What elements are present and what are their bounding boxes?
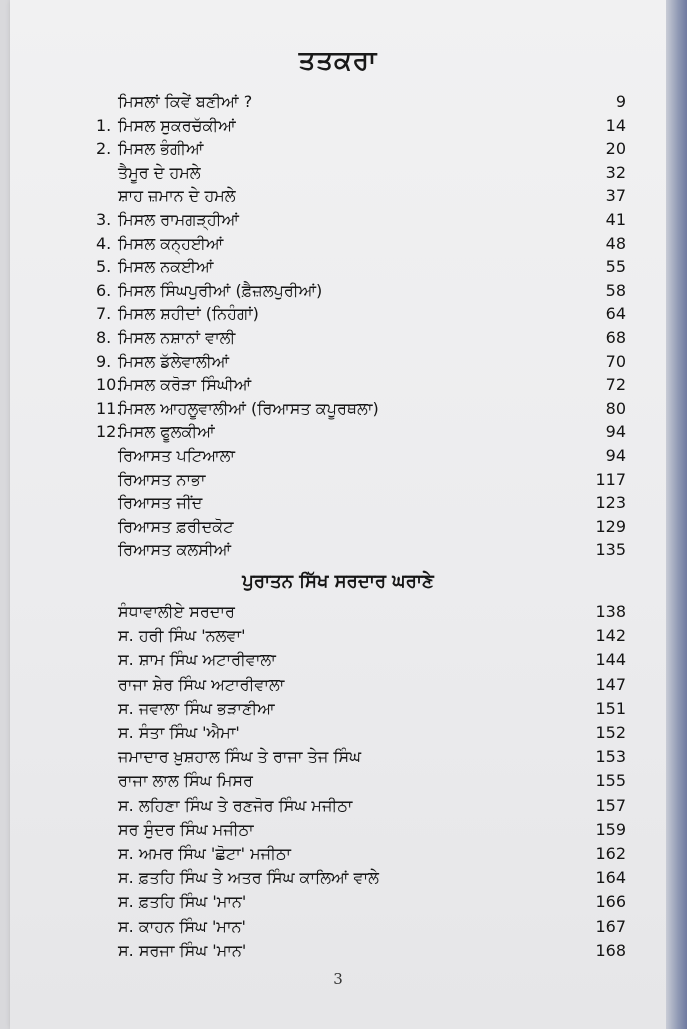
toc-entry-number: 5. xyxy=(96,257,112,277)
toc-entry xyxy=(10,114,666,138)
toc-entry xyxy=(10,600,666,624)
toc-entry xyxy=(10,939,666,963)
toc-entry-number: 4. xyxy=(96,233,112,253)
toc-entry-number: 10. xyxy=(96,375,122,395)
toc-entry-page: 58 xyxy=(605,280,626,300)
book-page xyxy=(10,0,666,1029)
toc-entry-title: ਮਿਸਲ ਸ਼ਹੀਦਾਂ (ਨਿਹੰਗਾਂ) xyxy=(118,304,259,324)
toc-entry-title: ਸ. ਸਰਜਾ ਸਿੰਘ 'ਮਾਨ' xyxy=(118,940,247,960)
toc-entry xyxy=(10,255,666,279)
toc-entry-title: ਮਿਸਲ ਸਿੰਘਪੁਰੀਆਂ (ਫ਼ੈਜ਼ਲਪੁਰੀਆਂ) xyxy=(118,280,323,300)
toc-entry-page: 144 xyxy=(595,650,626,670)
toc-entry-page: 167 xyxy=(595,916,626,936)
toc-entry-page: 168 xyxy=(595,940,626,960)
toc-entry-number: 11. xyxy=(96,398,122,418)
toc-entry-title: ਮਿਸਲ ਨਸ਼ਾਨਾਂ ਵਾਲੀ xyxy=(118,328,236,347)
toc-entry-page: 151 xyxy=(595,698,626,718)
toc-entry-number: 12. xyxy=(96,422,122,442)
toc-entry-page: 14 xyxy=(605,115,626,135)
toc-entry-page: 135 xyxy=(595,540,626,560)
toc-entry-title: ਸ. ਸ਼ਾਮ ਸਿੰਘ ਅਟਾਰੀਵਾਲਾ xyxy=(118,650,276,670)
toc-entry-number: 1. xyxy=(96,115,112,135)
toc-entry-page: 157 xyxy=(595,795,626,815)
toc-entry xyxy=(10,232,666,256)
toc-entry-title: ਰਿਆਸਤ ਪਟਿਆਲਾ xyxy=(118,446,235,465)
toc-entry xyxy=(10,208,666,232)
toc-entry-page: 123 xyxy=(595,493,626,513)
toc-entry xyxy=(10,90,666,114)
toc-entry-page: 129 xyxy=(595,516,626,536)
toc-entry xyxy=(10,137,666,161)
section-heading: ਪੁਰਾਤਨ ਸਿੱਖ ਸਰਦਾਰ ਘਰਾਣੇ xyxy=(242,571,434,592)
toc-entry xyxy=(10,745,666,769)
toc-entry-title: ਜਮਾਦਾਰ ਖ਼ੁਸ਼ਹਾਲ ਸਿੰਘ ਤੇ ਰਾਜਾ ਤੇਜ ਸਿੰਘ xyxy=(118,747,362,767)
toc-entry-number: 6. xyxy=(96,280,112,300)
toc-entry-page: 153 xyxy=(595,747,626,767)
toc-entry xyxy=(10,538,666,562)
toc-entry-number: 9. xyxy=(96,351,112,371)
toc-entry-page: 55 xyxy=(605,257,626,277)
toc-entry-title: ਮਿਸਲ ਕਨ੍ਹਈਆਂ xyxy=(118,233,224,253)
toc-entry-page: 37 xyxy=(605,186,626,206)
toc-entry-number: 2. xyxy=(96,139,112,159)
toc-entry-title: ਸ. ਲਹਿਣਾ ਸਿੰਘ ਤੇ ਰਣਜੋਰ ਸਿੰਘ ਮਜੀਠਾ xyxy=(118,795,353,815)
toc-entry xyxy=(10,818,666,842)
toc-entry xyxy=(10,350,666,374)
toc-entry-title: ਮਿਸਲ ਭੰਗੀਆਂ xyxy=(118,139,204,159)
toc-entry xyxy=(10,326,666,350)
toc-entry-title: ਰਿਆਸਤ ਜੀਂਦ xyxy=(118,493,203,513)
toc-entry xyxy=(10,444,666,468)
toc-entry xyxy=(10,866,666,890)
footer-page-number: 3 xyxy=(333,970,343,988)
toc-entry xyxy=(10,184,666,208)
toc-entry xyxy=(10,842,666,866)
toc-entry-title: ਮਿਸਲ ਕਰੋੜਾ ਸਿੰਘੀਆਂ xyxy=(118,375,252,395)
toc-entry-title: ਤੈਮੂਰ ਦੇ ਹਮਲੇ xyxy=(118,162,201,182)
toc-entry-page: 159 xyxy=(595,819,626,839)
toc-entry-title: ਸ. ਕਾਹਨ ਸਿੰਘ 'ਮਾਨ' xyxy=(118,916,246,936)
toc-entry-title: ਮਿਸਲ ਰਾਮਗੜ੍ਹੀਆਂ xyxy=(118,210,239,229)
toc-entry-page: 142 xyxy=(595,626,626,646)
toc-entry-page: 166 xyxy=(595,892,626,912)
toc-entry-page: 155 xyxy=(595,771,626,791)
toc-entry xyxy=(10,890,666,914)
toc-entry-page: 164 xyxy=(595,868,626,888)
toc-entry-title: ਰਾਜਾ ਸ਼ੇਰ ਸਿੰਘ ਅਟਾਰੀਵਾਲਾ xyxy=(118,674,285,694)
toc-entry-page: 147 xyxy=(595,674,626,694)
toc-entry-title: ਮਿਸਲ ਨਕਈਆਂ xyxy=(118,257,214,277)
toc-entry-title: ਰਿਆਸਤ ਨਾਭਾ xyxy=(118,469,206,489)
toc-entry-title: ਸੰਧਾਵਾਲੀਏ ਸਰਦਾਰ xyxy=(118,602,235,621)
toc-entry-page: 9 xyxy=(615,92,626,111)
toc-entry-page: 94 xyxy=(605,422,626,442)
toc-entry-page: 72 xyxy=(605,375,626,395)
toc-entry xyxy=(10,491,666,515)
toc-entry-page: 41 xyxy=(605,210,626,229)
toc-entry-title: ਸ. ਜਵਾਲਾ ਸਿੰਘ ਭੜਾਣੀਆ xyxy=(118,698,275,718)
toc-entry xyxy=(10,373,666,397)
toc-entry-title: ਰਿਆਸਤ ਕਲਸੀਆਂ xyxy=(118,540,232,560)
toc-entry xyxy=(10,673,666,697)
toc-entry-page: 94 xyxy=(605,446,626,465)
toc-entry-title: ਮਿਸਲ ਫੂਲਕੀਆਂ xyxy=(118,422,215,442)
toc-entry xyxy=(10,915,666,939)
toc-entry-page: 68 xyxy=(605,328,626,347)
toc-entry-page: 48 xyxy=(605,233,626,253)
toc-entry-page: 80 xyxy=(605,398,626,418)
toc-entry xyxy=(10,161,666,185)
toc-entry xyxy=(10,624,666,648)
toc-entry-page: 64 xyxy=(605,304,626,324)
toc-entry-number: 8. xyxy=(96,328,112,347)
book-spine-edge xyxy=(666,0,687,1029)
toc-entry-page: 138 xyxy=(595,602,626,621)
toc-entry xyxy=(10,515,666,539)
toc-entry xyxy=(10,648,666,672)
toc-entry-number: 3. xyxy=(96,210,112,229)
toc-entry xyxy=(10,794,666,818)
toc-entry-title: ਸ. ਅਮਰ ਸਿੰਘ 'ਛੋਟਾ' ਮਜੀਠਾ xyxy=(118,844,292,863)
toc-entry-title: ਰਾਜਾ ਲਾਲ ਸਿੰਘ ਮਿਸਰ xyxy=(118,771,253,791)
toc-entry-title: ਸ. ਫ਼ਤਹਿ ਸਿੰਘ ਤੇ ਅਤਰ ਸਿੰਘ ਕਾਲਿਆਂ ਵਾਲੇ xyxy=(118,868,379,888)
page-title: ਤਤਕਰਾ xyxy=(298,46,378,76)
toc-entry-title: ਸ. ਹਰੀ ਸਿੰਘ 'ਨਲਵਾ' xyxy=(118,626,246,646)
toc-entry xyxy=(10,420,666,444)
toc-entry-title: ਸਰ ਸੁੰਦਰ ਸਿੰਘ ਮਜੀਠਾ xyxy=(118,819,254,839)
toc-entry-page: 152 xyxy=(595,723,626,742)
toc-entry-title: ਸ. ਫ਼ਤਹਿ ਸਿੰਘ 'ਮਾਨ' xyxy=(118,892,247,912)
toc-entry-title: ਸ਼ਾਹ ਜ਼ਮਾਨ ਦੇ ਹਮਲੇ xyxy=(118,186,236,206)
toc-entry-title: ਮਿਸਲ ਆਹਲੂਵਾਲੀਆਂ (ਰਿਆਸਤ ਕਪੂਰਥਲਾ) xyxy=(118,398,379,418)
toc-entry xyxy=(10,721,666,745)
toc-entry-title: ਸ. ਸੰਤਾ ਸਿੰਘ 'ਐਮਾ' xyxy=(118,723,240,742)
toc-entry-number: 7. xyxy=(96,304,112,324)
toc-entry xyxy=(10,302,666,326)
toc-entry xyxy=(10,769,666,793)
toc-entry-page: 162 xyxy=(595,844,626,863)
toc-entry-page: 70 xyxy=(605,351,626,371)
toc-entry-title: ਮਿਸਲ ਸੁਕਰਚੱਕੀਆਂ xyxy=(118,115,236,135)
toc-entry-page: 32 xyxy=(605,162,626,182)
toc-entry-title: ਮਿਸਲ ਡੱਲੇਵਾਲੀਆਂ xyxy=(118,351,230,371)
toc-entry xyxy=(10,468,666,492)
toc-entry-page: 20 xyxy=(605,139,626,159)
toc-entry-title: ਰਿਆਸਤ ਫ਼ਰੀਦਕੋਟ xyxy=(118,516,234,536)
toc-entry-title: ਮਿਸਲਾਂ ਕਿਵੇਂ ਬਣੀਆਂ ? xyxy=(118,92,253,111)
toc-entry xyxy=(10,397,666,421)
toc-entry xyxy=(10,279,666,303)
toc-entry xyxy=(10,697,666,721)
toc-entry-page: 117 xyxy=(595,469,626,489)
